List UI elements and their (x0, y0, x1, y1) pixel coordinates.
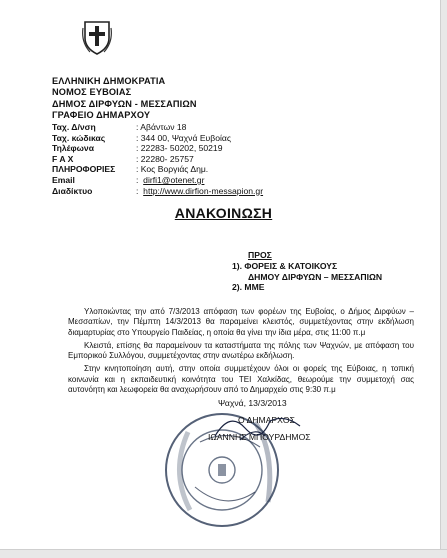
email-link[interactable]: dirfi1@otenet.gr (143, 174, 205, 185)
website-link[interactable]: http://www.dirfion-messapion.gr (143, 185, 264, 196)
letterhead-prefecture: ΝΟΜΟΣ ΕΥΒΟΙΑΣ (52, 87, 132, 98)
body-paragraph-3: Στην κινητοποίηση αυτή, στην οποία συμμετέχουν όλοι οι φορείς της Εύβοιας, η τοπική κοινωνία και η εκπαιδευτική κοινότητα του ΤΕΙ Χαλκίδας, θεωρούμε την συμμετοχή σας αυτονόητη και λεωφορεία θα αναχωρήσουν από το Δημαρχείο στις 9:30 π.μ (68, 364, 414, 395)
page-edge-right (440, 0, 447, 558)
recipients-block (232, 250, 382, 293)
signature-name: ΙΩΑΝΝΗΣ ΜΠΟΥΡΔΗΜΟΣ (208, 432, 311, 442)
letterhead-office: ΓΡΑΦΕΙΟ ΔΗΜΑΡΧΟΥ (52, 110, 151, 121)
contact-website: Διαδίκτυο : http://www.dirfion-messapion.gr (52, 185, 264, 196)
contact-phone: Τηλέφωνα : 22283- 50202, 50219 (52, 143, 223, 154)
greek-emblem-icon (82, 18, 112, 56)
letterhead-municipality: ΔΗΜΟΣ ΔΙΡΦΥΩΝ - ΜΕΣΣΑΠΙΩΝ (52, 98, 197, 109)
page-edge-bottom (0, 549, 447, 558)
body-paragraph-2: Κλειστά, επίσης θα παραμείνουν τα καταστήματα της πόλης των Ψαχνών, με απόφαση του Εμπορικού Συλλόγου, συμμετέχοντας στην ανωτέρω εκδήλωση. (68, 340, 414, 361)
contact-email: Email : dirfi1@otenet.gr (52, 174, 205, 185)
contact-info: ΠΛΗΡΟΦΟΡΙΕΣ : Κος Βοργιάς Δημ. (52, 164, 209, 175)
recipient-line-3: 2). ΜΜΕ (232, 282, 265, 293)
signature-block (160, 392, 360, 542)
announcement-body (68, 307, 414, 398)
handwritten-signature-icon (210, 406, 305, 446)
contact-block (52, 122, 263, 196)
recipient-line-2: ΔΗΜΟΥ ΔΙΡΦΥΩΝ – ΜΕΣΣΑΠΙΩΝ (248, 271, 383, 282)
recipient-line-1: 1). ΦΟΡΕΙΣ & ΚΑΤΟΙΚΟΥΣ (232, 260, 338, 271)
signature-role: Ο ΔΗΜΑΡΧΟΣ (238, 415, 295, 425)
contact-postcode: Ταχ. κώδικας : 344 00, Ψαχνά Ευβοίας (52, 132, 231, 143)
letterhead-country: ΕΛΛΗΝΙΚΗ ΔΗΜΟΚΡΑΤΙΑ (52, 76, 166, 86)
body-paragraph-1: Υλοποιώντας την από 7/3/2013 απόφαση των φορέων της Ευβοίας, ο Δήμος Διρφύων – Μεσσαπίων, την Πέμπτη 14/3/2013 θα παραμείνει κλειστός, συμμετέχοντας στην εκδήλωση διαμαρτυρίας στο Υπουργείο Παιδείας, η οποία θα γίνει την ίδια μέρα, στις 11:00 π.μ (68, 307, 414, 337)
recipients-heading: ΠΡΟΣ (248, 250, 272, 260)
contact-fax: F A X : 22280- 25757 (52, 153, 194, 164)
document-title: ΑΝΑΚΟΙΝΩΣΗ (174, 205, 273, 221)
letterhead (52, 76, 197, 122)
contact-address: Ταχ. Δ/νση : Αβάντων 18 (52, 122, 187, 132)
signature-place-date: Ψαχνά, 13/3/2013 (218, 398, 287, 408)
